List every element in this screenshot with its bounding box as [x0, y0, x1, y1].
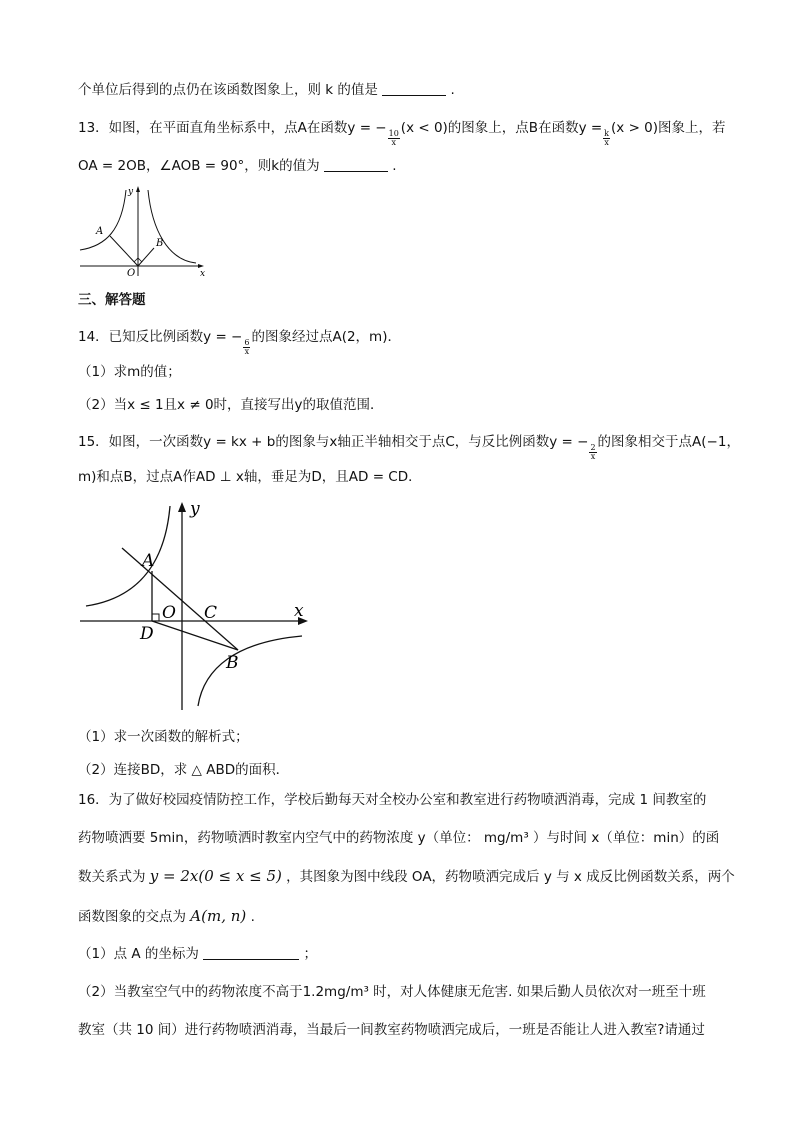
- label-B: B: [156, 238, 164, 249]
- q13-text-a: 13．如图，在平面直角坐标系中，点A在函数y = −: [78, 120, 387, 136]
- segment-OB: [138, 248, 154, 266]
- q13-end: .: [392, 158, 397, 174]
- label-O: O: [127, 268, 136, 279]
- y-axis-arrow: [136, 186, 140, 192]
- q16-part-1: [78, 944, 317, 964]
- q14-line-1: [78, 327, 401, 356]
- q15-text-b: 的图象相交于点A(−1，: [597, 434, 740, 450]
- q12-end: .: [450, 82, 455, 98]
- q15-part-2: （2）连接BD，求 △ ABD的面积．: [78, 762, 290, 778]
- x-axis-arrow: [198, 264, 204, 268]
- label-B: B: [226, 653, 239, 673]
- q16-text-d: .: [250, 909, 255, 925]
- q16-line-4: [78, 906, 255, 927]
- frac-num: k: [604, 129, 610, 138]
- q16-line-1: 16．为了做好校园疫情防控工作，学校后勤每天对全校办公室和教室进行药物喷洒消毒，完成 1 间教室的: [78, 792, 707, 808]
- q14-text-b: 的图象经过点A(2，m)．: [251, 329, 401, 345]
- q14-text-a: 14．已知反比例函数y = −: [78, 329, 243, 345]
- frac-num: 2: [590, 443, 596, 452]
- q16-text-b: ，其图象为图中线段 OA，药物喷洒完成后 y 与 x 成反比例函数关系，两个: [286, 869, 735, 885]
- q15-line-1: [78, 432, 740, 461]
- label-A: A: [96, 226, 104, 237]
- q16-answer-blank: [203, 945, 299, 960]
- q15-line-2: m)和点B，过点A作AD ⊥ x轴，垂足为D，且AD = CD．: [78, 469, 422, 485]
- q16-formula: y = 2x(0 ≤ x ≤ 5): [149, 867, 282, 885]
- segment-BD: [152, 621, 238, 650]
- q13-line-2: [78, 156, 397, 176]
- label-y: y: [190, 499, 200, 519]
- section-3-heading: 三、解答题: [78, 292, 146, 308]
- q16-part-1-end: ；: [303, 946, 318, 962]
- q13-answer-blank: [324, 157, 388, 172]
- q14-fraction: [243, 339, 250, 356]
- label-y: y: [128, 187, 134, 197]
- frac-den: x: [604, 138, 609, 147]
- y-axis-arrow: [178, 502, 186, 512]
- label-A: A: [142, 551, 155, 571]
- q15-figure: [76, 496, 316, 714]
- q16-text-c: 函数图象的交点为: [78, 909, 186, 925]
- q13-fraction-1: [388, 130, 400, 147]
- q16-line-3: [78, 866, 735, 887]
- curve-right: [148, 190, 196, 263]
- q14-part-1: （1）求m的值；: [78, 364, 181, 380]
- q13-text-c: (x > 0)图象上，若: [611, 120, 726, 136]
- label-O: O: [162, 603, 176, 623]
- q16-text-a: 数关系式为: [78, 869, 146, 885]
- q15-text-a: 15．如图，一次函数y = kx + b的图象与x轴正半轴相交于点C，与反比例函数y = −: [78, 434, 589, 450]
- q12-tail-line: [78, 80, 455, 100]
- q13-text-d: OA = 2OB，∠AOB = 90°，则k的值为: [78, 158, 320, 174]
- q16-line-2: 药物喷洒要 5min，药物喷洒时教室内空气中的药物浓度 y（单位： mg/m³ ）与时间 x（单位：min）的函: [78, 830, 720, 846]
- q14-part-2: （2）当x ≤ 1且x ≠ 0时，直接写出y的取值范围．: [78, 397, 384, 413]
- q13-text-b: (x < 0)的图象上，点B在函数y =: [400, 120, 603, 136]
- segment-OA: [110, 236, 138, 266]
- curve-fourth-quadrant: [198, 636, 302, 706]
- q13-figure: [72, 180, 212, 280]
- frac-den: x: [391, 138, 396, 147]
- label-C: C: [204, 603, 218, 623]
- q15-fraction: [589, 444, 596, 461]
- q16-part-1-text: （1）点 A 的坐标为: [78, 946, 199, 962]
- right-angle-mark: [152, 614, 159, 621]
- label-x: x: [294, 601, 304, 621]
- q12-text: 个单位后得到的点仍在该函数图象上，则 k 的值是: [78, 82, 378, 98]
- q13-fraction-2: [603, 130, 610, 147]
- frac-num: 10: [388, 129, 399, 138]
- curve-second-quadrant: [86, 506, 170, 606]
- frac-num: 6: [244, 338, 250, 347]
- frac-den: x: [244, 347, 250, 356]
- q13-line-1: [78, 118, 726, 147]
- q16-part-2-line-1: （2）当教室空气中的药物浓度不高于1.2mg/m³ 时，对人体健康无危害. 如果后勤人员依次对一班至十班: [78, 984, 706, 1000]
- q16-part-2-line-2: 教室（共 10 间）进行药物喷洒消毒，当最后一间教室药物喷洒完成后，一班是否能让人进入教室?请通过: [78, 1022, 705, 1038]
- q12-answer-blank: [382, 81, 446, 96]
- label-D: D: [140, 624, 154, 644]
- q16-point: A(m, n): [190, 907, 247, 925]
- label-x: x: [200, 269, 206, 279]
- frac-den: x: [590, 452, 596, 461]
- curve-left: [80, 190, 126, 250]
- q15-part-1: （1）求一次函数的解析式；: [78, 729, 249, 745]
